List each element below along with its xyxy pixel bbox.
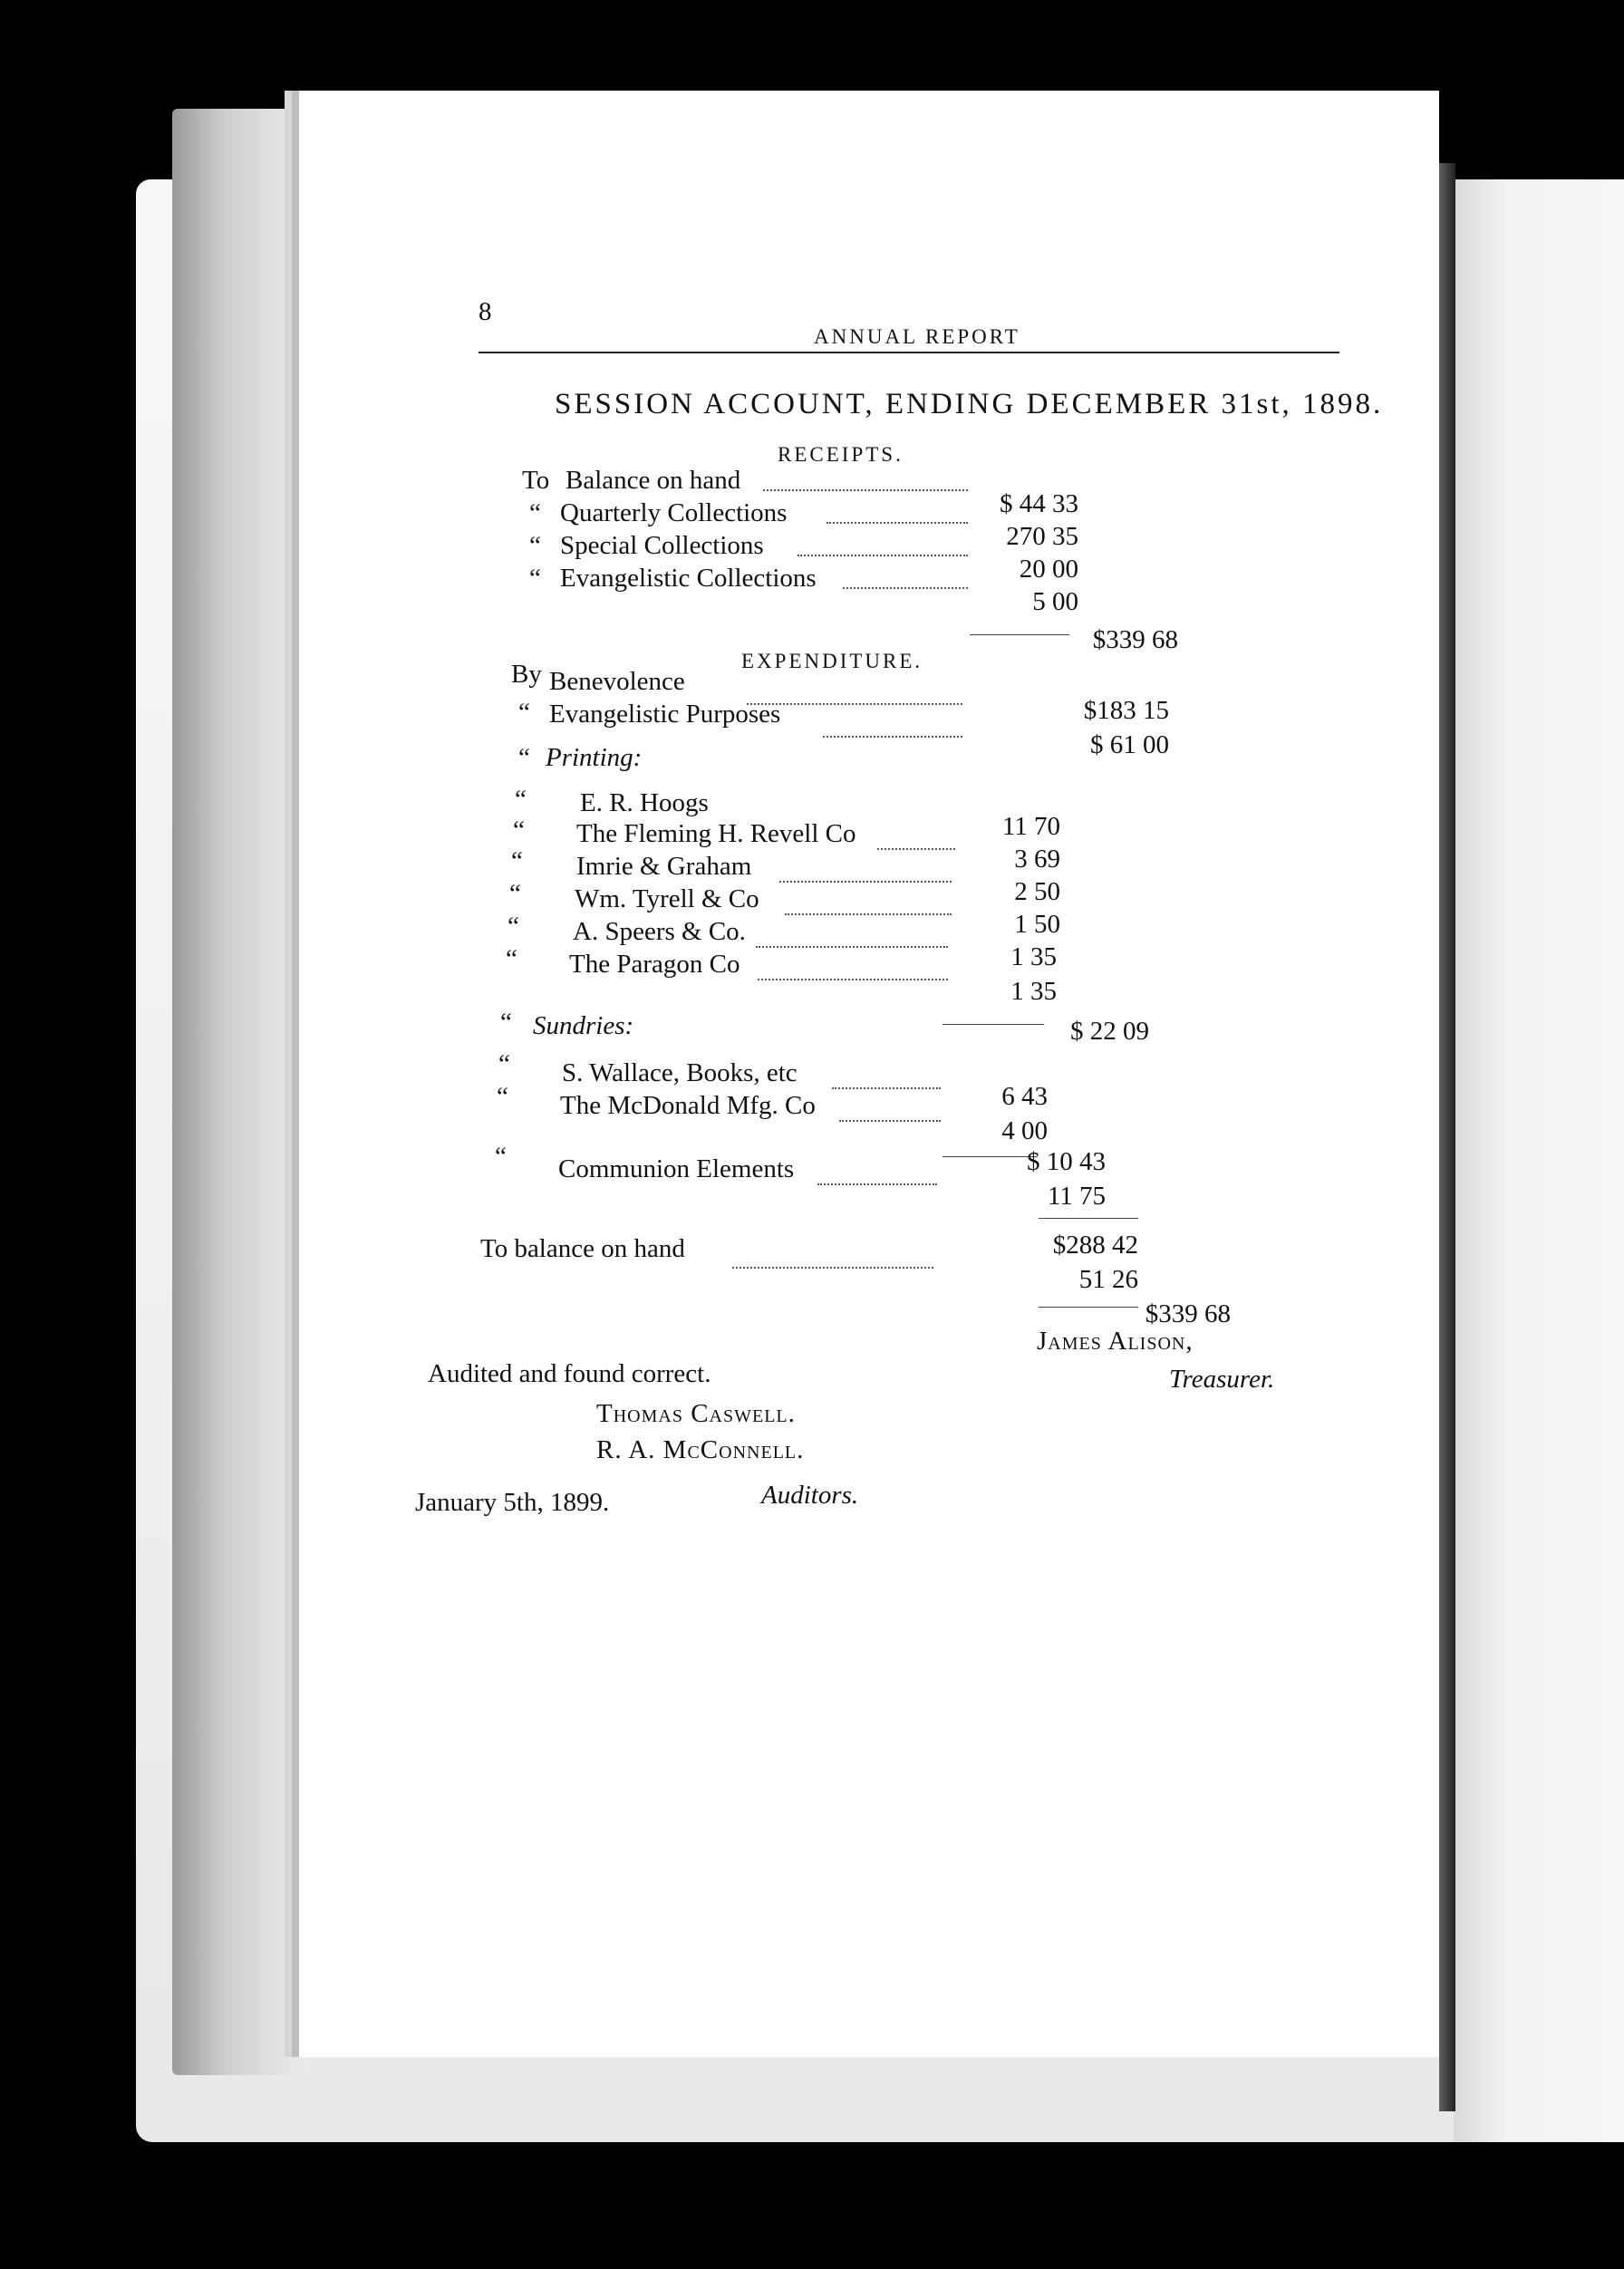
dot-leader	[756, 946, 948, 948]
receipts-total-rule	[970, 634, 1069, 635]
dot-leader	[823, 736, 962, 738]
expenditure-amount: $183 15	[1083, 696, 1169, 725]
communion-prefix: “	[495, 1142, 507, 1171]
printing-total: $ 22 09	[1070, 1017, 1149, 1046]
auditor-name: R. A. McConnell.	[596, 1435, 805, 1464]
sundries-prefix: “	[500, 1008, 512, 1037]
dot-leader	[732, 1267, 933, 1269]
dot-leader	[843, 587, 968, 589]
audit-statement: Audited and found correct.	[428, 1359, 711, 1388]
communion-label: Communion Elements	[558, 1154, 795, 1183]
sundries-item-label: The McDonald Mfg. Co	[560, 1091, 816, 1120]
printing-item-amount: 1 35	[1010, 977, 1057, 1006]
receipt-prefix: “	[529, 498, 541, 527]
dot-leader	[832, 1087, 941, 1089]
dot-leader	[779, 881, 952, 883]
grand-total: $339 68	[1145, 1299, 1231, 1328]
receipt-amount: $ 44 33	[1000, 489, 1078, 518]
receipt-label: Evangelistic Collections	[560, 564, 817, 593]
auditor-name: Thomas Caswell.	[596, 1399, 796, 1428]
header-rule	[478, 352, 1339, 353]
page-number: 8	[478, 297, 492, 326]
expenditure-label: Benevolence	[549, 667, 685, 696]
printing-total-rule	[942, 1024, 1044, 1025]
sundries-item-amount: 6 43	[1001, 1082, 1048, 1111]
printing-item-amount: 3 69	[1014, 845, 1060, 874]
treasurer-title: Treasurer.	[1169, 1365, 1275, 1394]
dot-leader	[826, 522, 968, 524]
receipt-prefix: To	[522, 466, 550, 495]
communion-amount: 11 75	[1047, 1182, 1106, 1211]
printing-heading: Printing:	[546, 743, 643, 772]
expenditure-label: Evangelistic Purposes	[549, 700, 781, 729]
page-stack-edge	[172, 109, 308, 2075]
receipt-prefix: “	[529, 531, 541, 560]
account-title: SESSION ACCOUNT, ENDING DECEMBER 31st, 1898.	[555, 388, 1384, 420]
dot-leader	[877, 848, 955, 850]
printing-item-amount: 1 50	[1014, 910, 1060, 939]
printing-item-amount: 2 50	[1014, 877, 1060, 906]
treasurer-name: James Alison,	[1037, 1327, 1194, 1356]
facing-page-edge	[1454, 179, 1624, 2142]
audit-date: January 5th, 1899.	[415, 1488, 610, 1517]
receipts-heading: RECEIPTS.	[778, 443, 904, 466]
sundries-item-amount: 4 00	[1001, 1116, 1048, 1145]
expenditure-prefix: By	[511, 660, 542, 689]
receipt-amount: 20 00	[1019, 555, 1078, 584]
printing-item-prefix: “	[513, 816, 525, 845]
printing-item-amount: 1 35	[1010, 942, 1057, 971]
subtotal-rule	[1039, 1218, 1138, 1219]
sundries-item-prefix: “	[497, 1082, 508, 1111]
balance-amount: 51 26	[1078, 1265, 1138, 1294]
printing-item-prefix: “	[515, 785, 527, 814]
expenditure-heading: EXPENDITURE.	[741, 650, 923, 672]
running-title: ANNUAL REPORT	[814, 325, 1020, 348]
sundries-item-label: S. Wallace, Books, etc	[562, 1058, 798, 1087]
receipt-label: Special Collections	[560, 531, 764, 560]
expenditure-amount: $ 61 00	[1090, 730, 1169, 759]
expenditure-prefix: “	[518, 698, 530, 727]
dot-leader	[817, 1183, 937, 1185]
printing-item-prefix: “	[508, 912, 519, 941]
dot-leader	[758, 979, 948, 980]
dot-leader	[798, 555, 968, 556]
printing-item-prefix: “	[511, 846, 523, 875]
printing-prefix: “	[518, 743, 530, 772]
receipt-label: Quarterly Collections	[560, 498, 788, 527]
receipt-amount: 5 00	[1032, 587, 1078, 616]
balance-label: To balance on hand	[480, 1234, 685, 1263]
printing-item-label: A. Speers & Co.	[573, 917, 746, 946]
printing-item-amount: 11 70	[1001, 812, 1060, 841]
dot-leader	[839, 1120, 941, 1122]
dot-leader	[763, 489, 968, 491]
grand-total-rule	[1039, 1307, 1138, 1308]
page-gutter-shadow	[1439, 163, 1455, 2111]
auditors-role: Auditors.	[761, 1481, 859, 1510]
printing-item-label: The Fleming H. Revell Co	[576, 819, 856, 848]
expenditure-subtotal: $288 42	[1052, 1231, 1138, 1260]
sundries-heading: Sundries:	[533, 1011, 634, 1040]
sundries-total: $ 10 43	[1027, 1147, 1106, 1176]
printing-item-label: Wm. Tyrell & Co	[575, 884, 759, 913]
printing-item-prefix: “	[509, 879, 521, 908]
receipt-amount: 270 35	[1006, 522, 1078, 551]
dot-leader	[785, 913, 952, 915]
printing-item-label: E. R. Hoogs	[580, 788, 709, 817]
printing-item-label: The Paragon Co	[569, 950, 740, 979]
receipt-label: Balance on hand	[566, 466, 741, 495]
sundries-item-prefix: “	[498, 1049, 510, 1078]
receipt-prefix: “	[529, 564, 541, 593]
report-page	[299, 91, 1439, 2057]
printing-item-label: Imrie & Graham	[576, 852, 752, 881]
receipts-total: $339 68	[1092, 625, 1178, 654]
printing-item-prefix: “	[506, 944, 517, 973]
